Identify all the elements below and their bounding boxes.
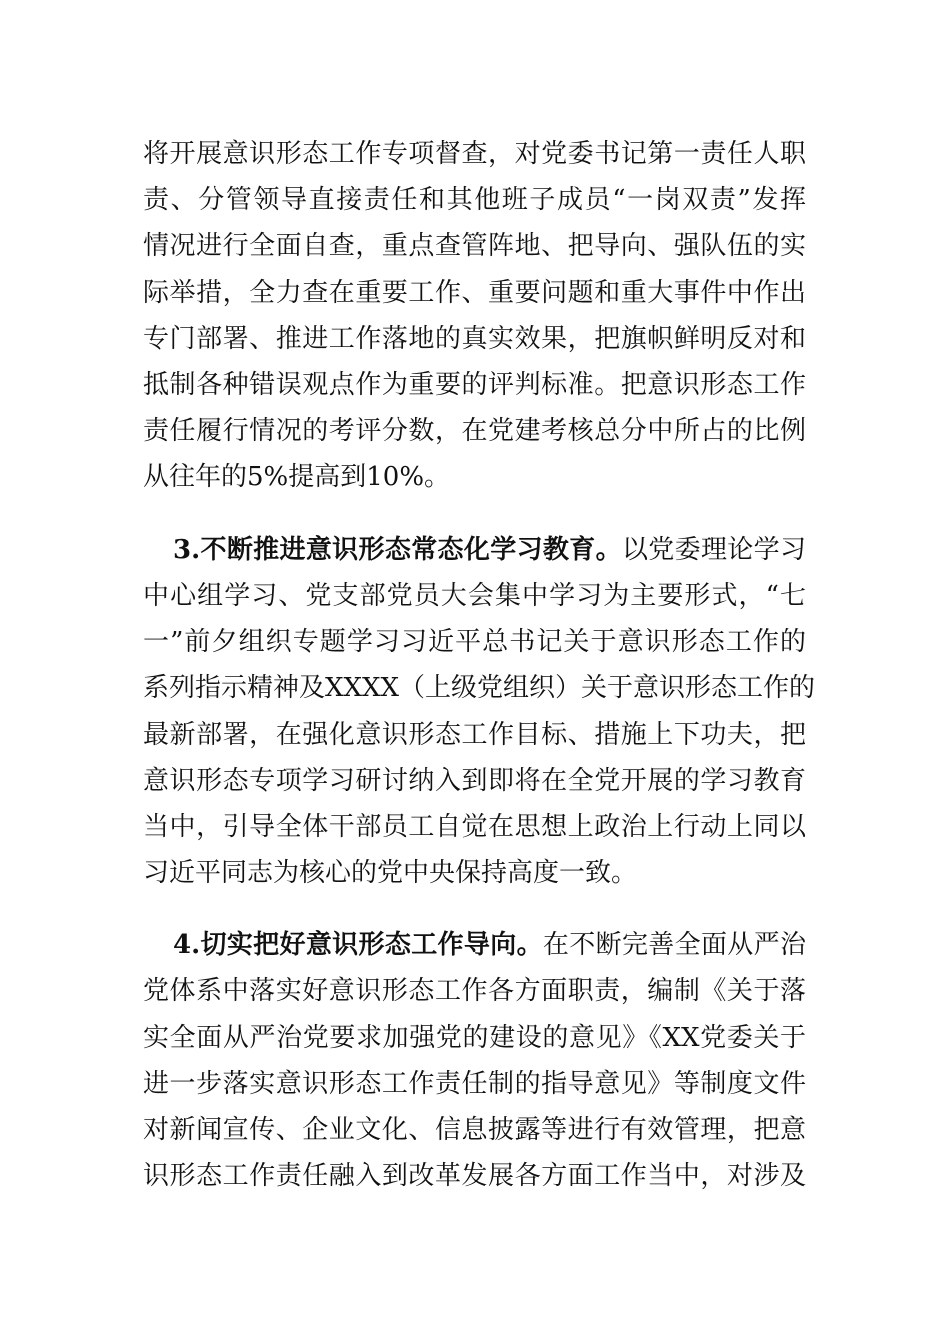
paragraph-line: 进一步落实意识形态工作责任制的指导意见》等制度文件 <box>143 1069 806 1099</box>
paragraph-line: 意识形态专项学习研讨纳入到即将在全党开展的学习教育 <box>143 766 806 796</box>
section-3-heading: 3.不断推进意识形态常态化学习教育。 <box>173 535 622 565</box>
paragraph-line: 一”前夕组织专题学习习近平总书记关于意识形态工作的 <box>143 627 806 657</box>
section-4-first-line-text: 在不断完善全面从严治 <box>542 930 806 960</box>
paragraph-line: 系列指示精神及XXXX（上级党组织）关于意识形态工作的 <box>143 673 816 703</box>
paragraph-line: 责、分管领导直接责任和其他班子成员“一岗双责”发挥 <box>143 185 806 215</box>
paragraph-line: 当中，引导全体干部员工自觉在思想上政治上行动上同以 <box>143 812 806 842</box>
paragraph-line: 对新闻宣传、企业文化、信息披露等进行有效管理，把意 <box>143 1115 806 1145</box>
paragraph-line: 实全面从严治党要求加强党的建设的意见》《XX党委关于 <box>143 1023 806 1053</box>
section-3-first-line-text: 以党委理论学习 <box>621 535 806 565</box>
paragraph-line: 抵制各种错误观点作为重要的评判标准。把意识形态工作 <box>143 370 806 400</box>
paragraph-line: 最新部署，在强化意识形态工作目标、措施上下功夫，把 <box>143 720 806 750</box>
section-3-first-line <box>173 532 806 568</box>
paragraph-line: 将开展意识形态工作专项督查，对党委书记第一责任人职 <box>143 139 806 169</box>
paragraph-line: 际举措，全力查在重要工作、重要问题和重大事件中作出 <box>143 278 806 308</box>
paragraph-line: 专门部署、推进工作落地的真实效果，把旗帜鲜明反对和 <box>143 324 806 354</box>
paragraph-line: 从往年的5%提高到10%。 <box>143 462 451 492</box>
paragraph-line: 习近平同志为核心的党中央保持高度一致。 <box>143 858 638 888</box>
paragraph-line: 责任履行情况的考评分数，在党建考核总分中所占的比例 <box>143 416 806 446</box>
section-4-first-line <box>173 927 806 963</box>
paragraph-line: 识形态工作责任融入到改革发展各方面工作当中，对涉及 <box>143 1161 806 1191</box>
paragraph-line: 中心组学习、党支部党员大会集中学习为主要形式，“七 <box>143 581 806 611</box>
paragraph-line: 情况进行全面自查，重点查管阵地、把导向、强队伍的实 <box>143 231 806 261</box>
paragraph-line: 党体系中落实好意识形态工作各方面职责，编制《关于落 <box>143 976 806 1006</box>
section-4-heading: 4.切实把好意识形态工作导向。 <box>173 930 543 960</box>
